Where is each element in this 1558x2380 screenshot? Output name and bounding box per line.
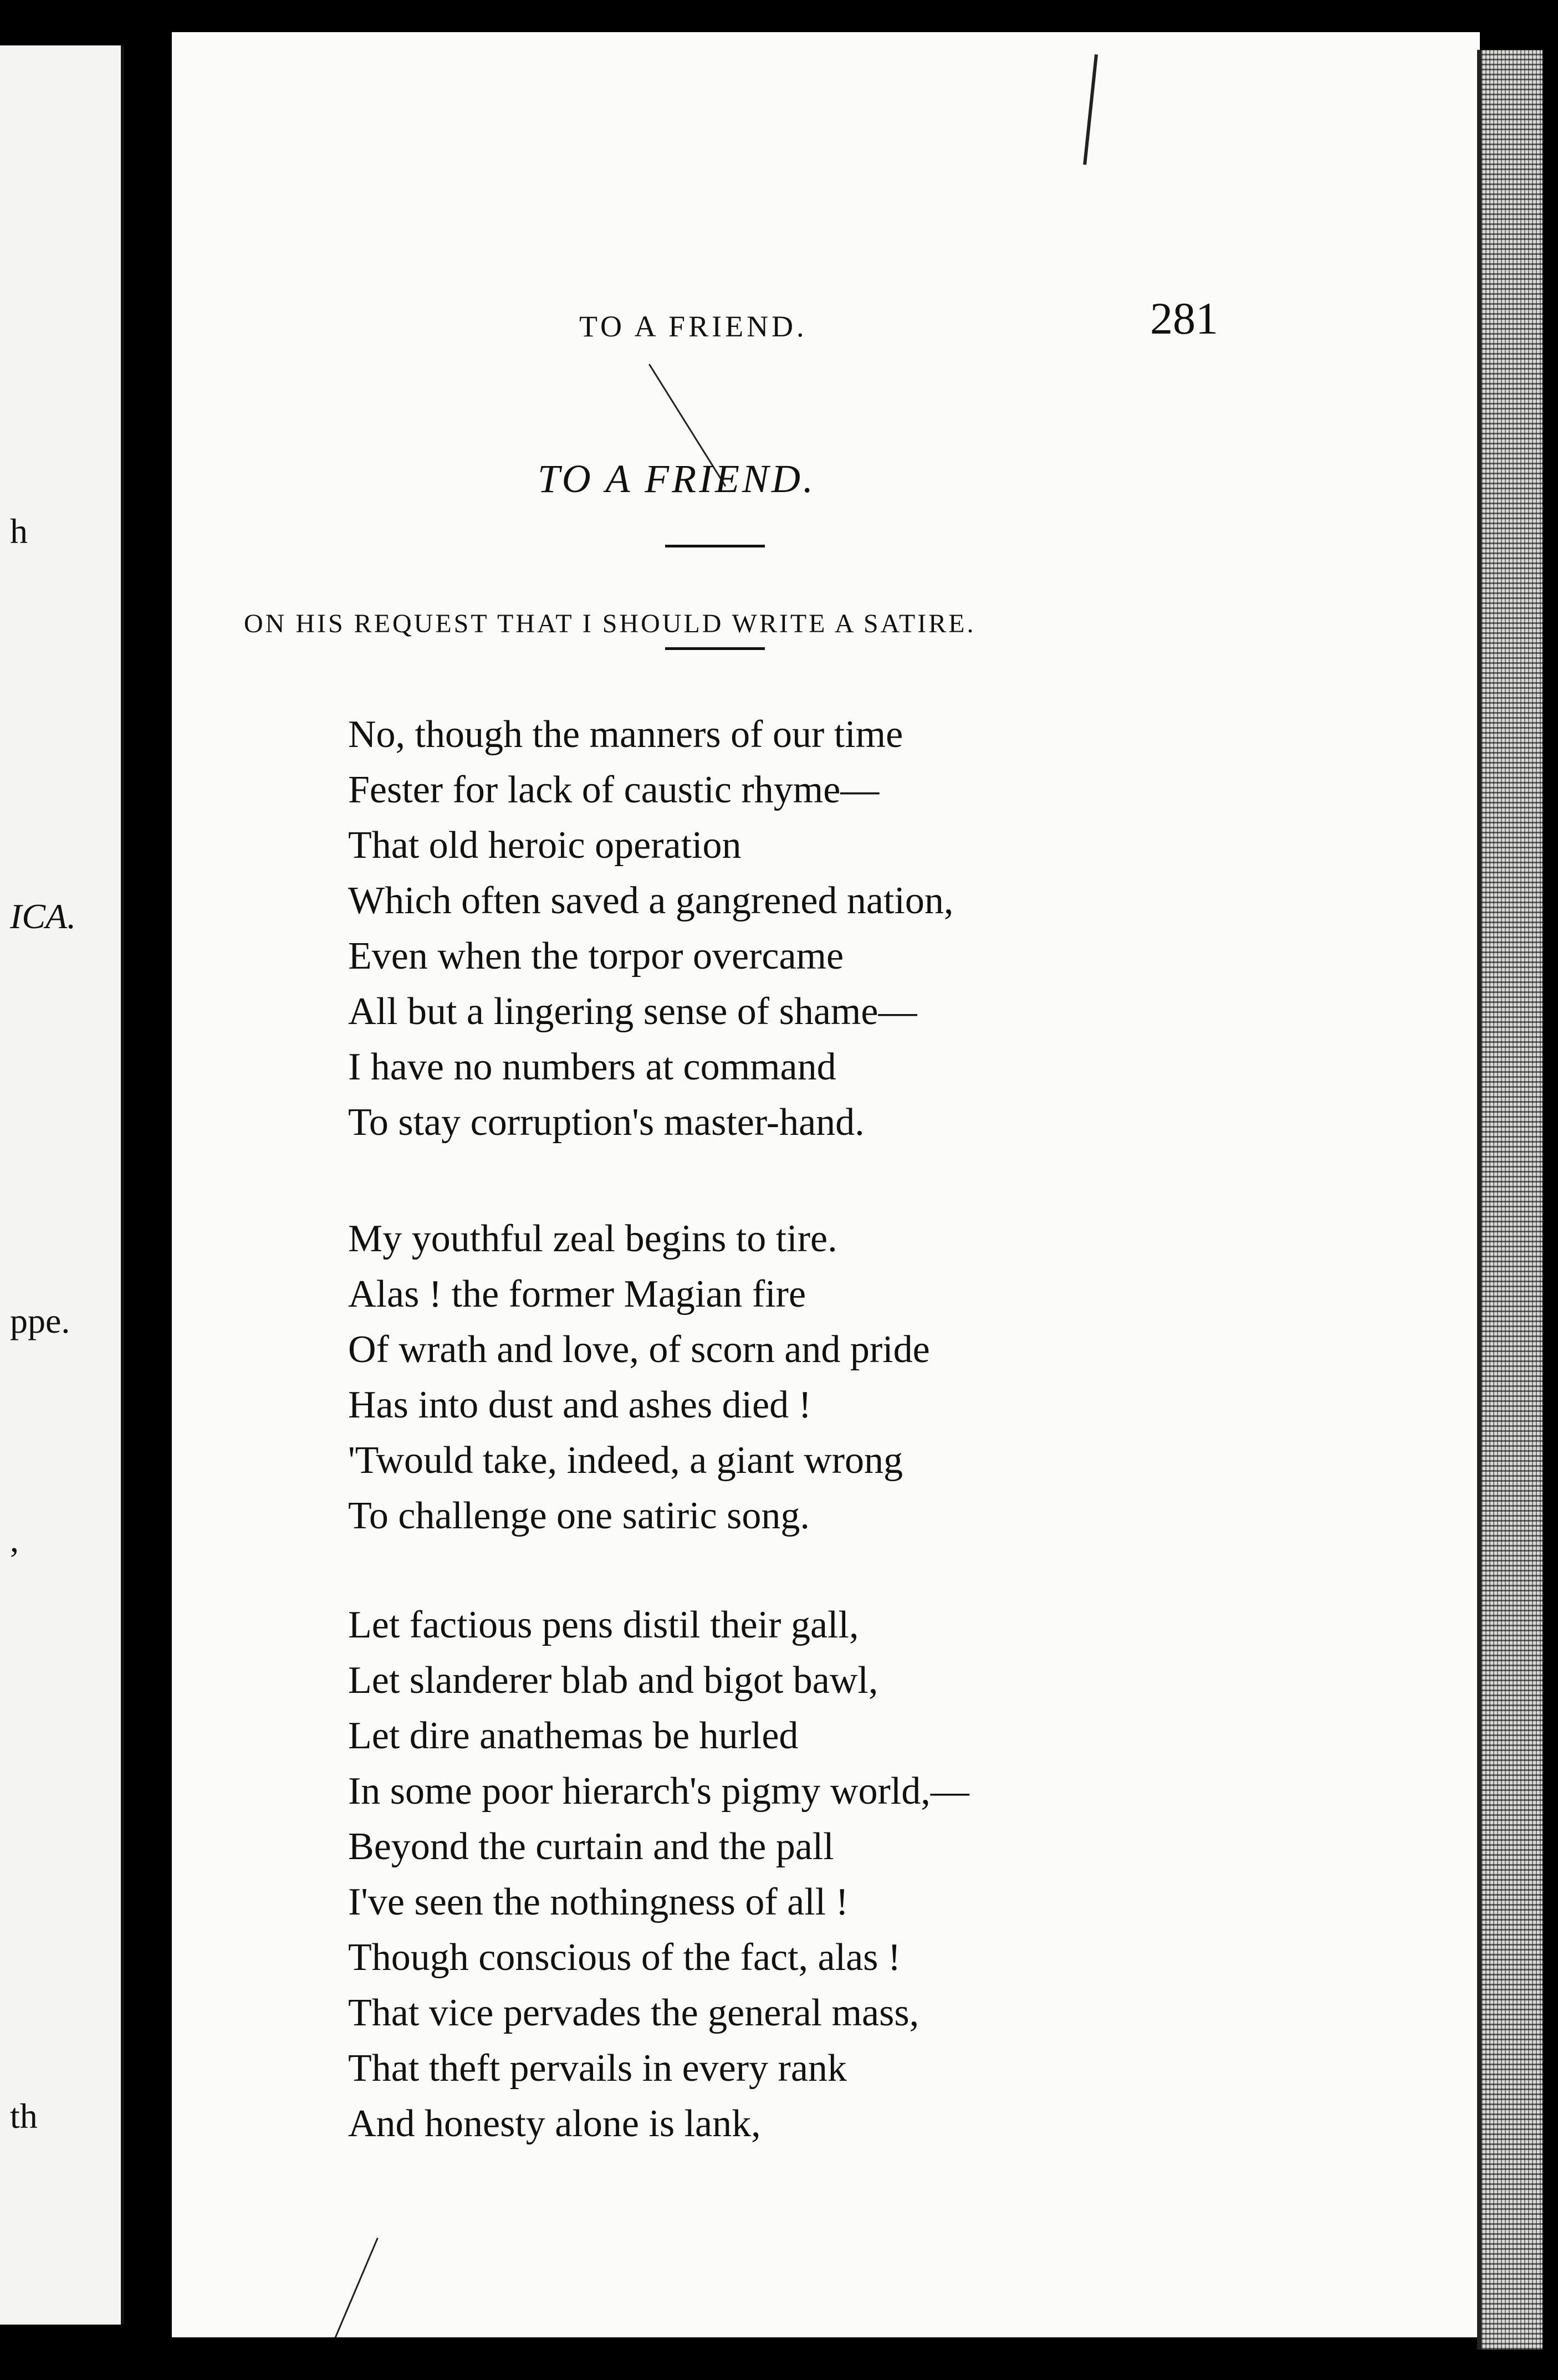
verse-line: I have no numbers at command — [348, 1046, 836, 1088]
verse-line: In some poor hierarch's pigmy world,— — [348, 1770, 969, 1813]
verse-line: That theft pervails in every rank — [348, 2047, 847, 2090]
verse-line: And honesty alone is lank, — [348, 2102, 761, 2145]
verse-line: That vice pervades the general mass, — [348, 1992, 920, 2034]
book-page — [172, 32, 1480, 2337]
left-page-fragment: h — [10, 511, 28, 551]
book-fore-edge — [1477, 50, 1542, 2350]
verse-line: Beyond the curtain and the pall — [348, 1825, 834, 1868]
running-head: TO A FRIEND. — [579, 310, 808, 343]
verse-line: Which often saved a gangrened nation, — [348, 879, 954, 922]
stanza — [348, 1598, 969, 2152]
verse-line: Of wrath and love, of scorn and pride — [348, 1328, 930, 1371]
verse-line: All but a lingering sense of shame— — [348, 990, 917, 1033]
stanza — [348, 1211, 930, 1544]
poem-title: TO A FRIEND. — [538, 457, 816, 501]
poem-subtitle: ON HIS REQUEST THAT I SHOULD WRITE A SATIRE. — [244, 609, 976, 638]
left-page-fragment: , — [10, 1520, 19, 1559]
stanza — [348, 707, 953, 1150]
verse-line: Let dire anathemas be hurled — [348, 1714, 799, 1757]
verse-line: Has into dust and ashes died ! — [348, 1384, 811, 1426]
title-rule — [665, 545, 765, 547]
pen-mark — [182, 2238, 378, 2337]
left-page-fragment: ICA. — [10, 897, 76, 936]
verse-line: No, though the manners of our time — [348, 713, 903, 756]
verse-line: Fester for lack of caustic rhyme— — [348, 769, 880, 811]
verse-line: Though conscious of the fact, alas ! — [348, 1936, 901, 1979]
verse-line: Let slanderer blab and bigot bawl, — [348, 1659, 878, 1702]
left-page-fragment: th — [10, 2096, 38, 2136]
verse-line: That old heroic operation — [348, 824, 742, 867]
verse-line: I've seen the nothingness of all ! — [348, 1881, 849, 1923]
verse-line: 'Twould take, indeed, a giant wrong — [348, 1439, 903, 1482]
page-number: 281 — [1150, 293, 1218, 344]
left-page-fragment: ppe. — [10, 1301, 70, 1340]
previous-page-fragment — [0, 45, 124, 2325]
verse-line: Alas ! the former Magian fire — [348, 1273, 806, 1316]
verse-line: My youthful zeal begins to tire. — [348, 1217, 837, 1260]
verse-line: Even when the torpor overcame — [348, 935, 844, 977]
verse-line: To challenge one satiric song. — [348, 1494, 810, 1537]
subtitle-rule — [665, 647, 765, 650]
pen-mark — [1083, 54, 1098, 165]
verse-line: To stay corruption's master-hand. — [348, 1101, 865, 1144]
verse-line: Let factious pens distil their gall, — [348, 1604, 859, 1646]
